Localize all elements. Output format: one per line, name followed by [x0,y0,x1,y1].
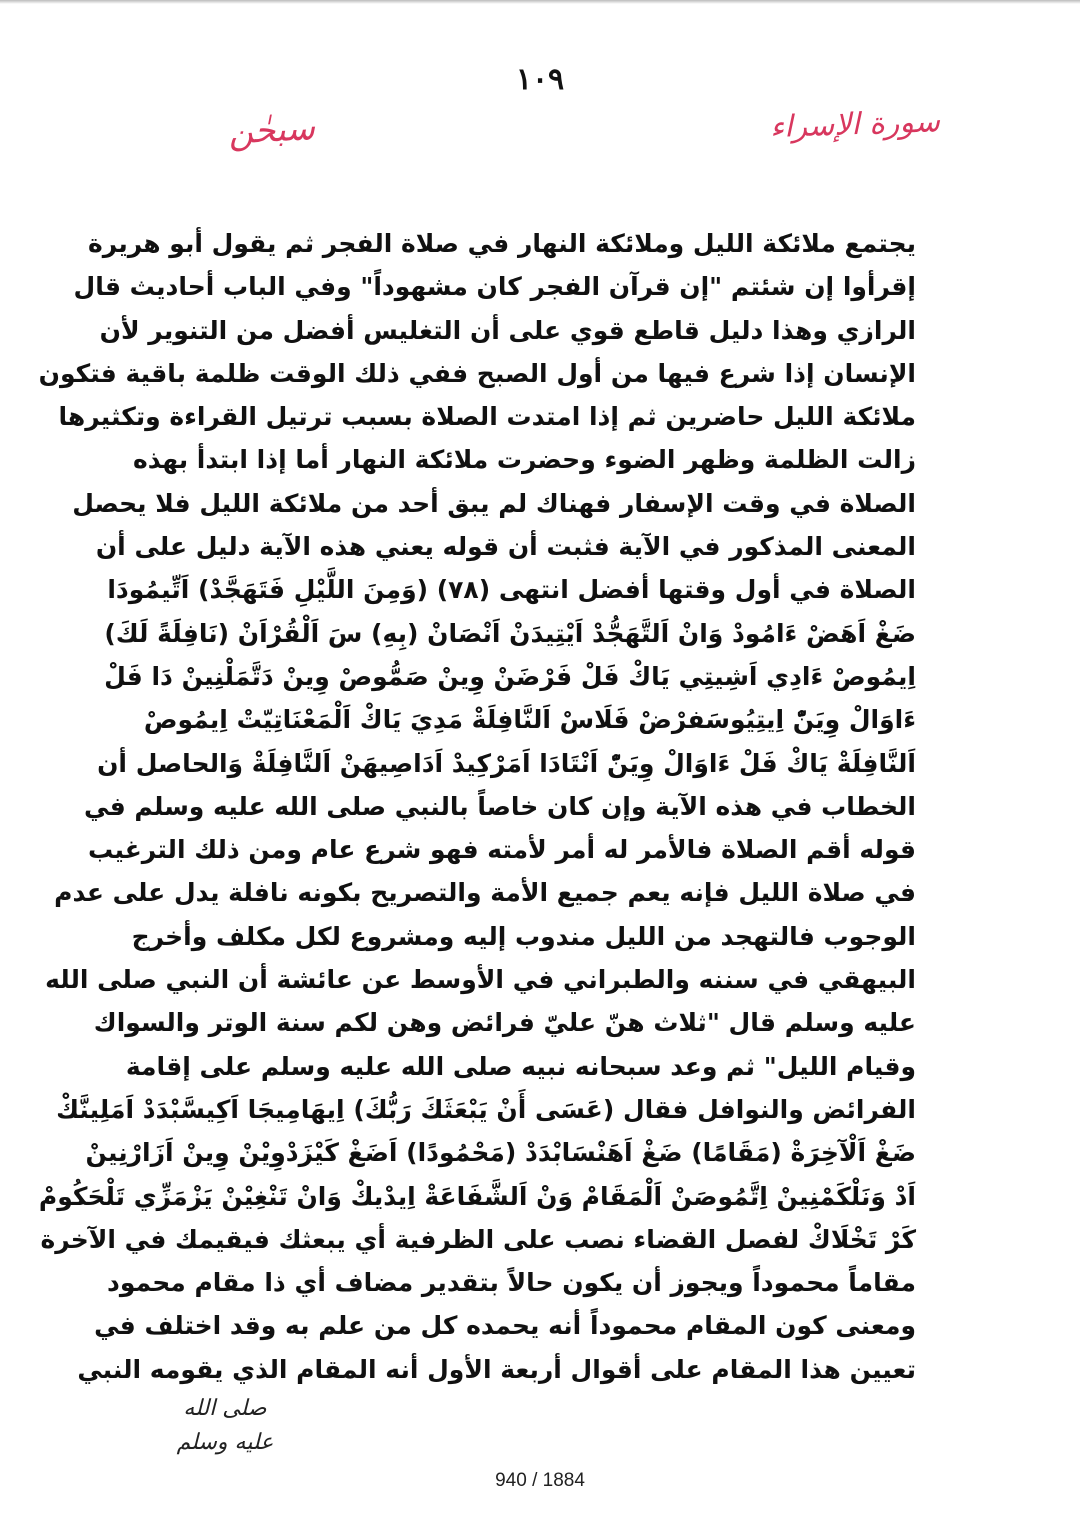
page-number: ١٠٩ [515,62,565,97]
text-line: ملائكة الليل حاضرين ثم إذا امتدت الصلاة بسبب ترتيل القراءة وتكثيرها [58,402,916,432]
text-line: الوجوب فالتهجد من الليل مندوب إليه ومشروع لكل مكلف وأخرج [131,921,916,951]
text-line: الرازي وهذا دليل قاطع قوي على أن التغليس أفضل من التنوير لأن [99,315,916,345]
text-line: وقيام الليل" ثم وعد سبحانه نبيه صلى الله عليه وسلم على إقامة [125,1051,916,1081]
text-line: في صلاة الليل فإنه يعم جميع الأمة والتصريح بكونه نافلة يدل على عدم [54,878,916,908]
body-text [38,222,916,1391]
text-line: اِيمُوصْ ءَادِي اَشِيتِي يَاكْ فَلْ فَرْضَنْ وِينْ صَمُّوصْ وِينْ دَتَّمَلْنِينْ دَا فَلْ [104,661,916,691]
handwritten-signature [150,1392,300,1460]
text-line: إقرأوا إن شئتم "إن قرآن الفجر كان مشهوداً" وفي الباب أحاديث قال [73,272,916,302]
text-line: زالت الظلمة وظهر الضوء وحضرت ملائكة النهار أما إذا ابتدأ بهذه [133,445,916,475]
text-line: الصلاة في وقت الإسفار فهناك لم يبق أحد من ملائكة الليل فلا يحصل [72,488,916,518]
text-line: المعنى المذكور في الآية فثبت أن قوله يعني هذه الآية دليل على أن [95,532,916,562]
text-line: يجتمع ملائكة الليل وملائكة النهار في صلاة الفجر ثم يقول أبو هريرة [88,229,916,258]
text-line: تعيين هذا المقام على أقوال أربعة الأول أنه المقام الذي يقومه النبي [77,1354,916,1384]
signature-line: عليه وسلم [176,1430,274,1455]
text-line: ضَغْ اَهَضْ ءَامُودْ وَانْ اَلتَّهَجُّدْ اَيْتِيدَنْ اَنْصَانْ (بِهِ) سَ اَلْقُرْاَنْ (نَافِلَةً لَكَ) [104,618,916,648]
text-line: الخطاب في هذه الآية وإن كان خاصاً بالنبي صلى الله عليه وسلم في [84,791,916,821]
text-line: ضَغْ اَلْآخِرَةْ (مَقَامًا) ضَغْ اَهَنْسَابْدَدْ (مَحْمُودًا) اَضَغْ كَيْزَدْوِيْنْ وِينْ اَزَارْنِينْ [85,1138,916,1168]
scan-edge [0,0,1080,4]
text-line: مقاماً محموداً ويجوز أن يكون حالاً بتقدير مضاف أي ذا مقام محمود [107,1268,916,1298]
text-line: ومعنى كون المقام محموداً أنه يحمده كل من علم به وقد اختلف في [94,1311,916,1341]
text-line: قوله أقم الصلاة فالأمر له أمر لأمته فهو شرع عام ومن ذلك الترغيب [88,835,916,865]
handwritten-note-left: سبحٰن [227,108,316,153]
text-line: ءَاوَالْ وِيَنّْ اِيتِيُوسَفرْضْ فَلَاسْ اَلنَّافِلَةْ مَدِيَ يَاكْ اَلْمَعْنَاتِيّتْ اِيمُوصْ [143,705,916,735]
signature-line: صلى الله [183,1396,267,1421]
text-line: كَرْ تَخْلَاكْ لفصل القضاء نصب على الظرفية أي يبعثك فيقيمك في الآخرة [40,1224,916,1254]
text-line: اَلنَّافِلَةْ يَاكْ فَلْ ءَاوَالْ وِيَنّْ اَنْتَادَا اَمَرْكِيدْ اَدَاصِيهَنْ اَلنَّافِلَةْ وَالحاصل أن [97,748,916,778]
page-counter: 940 / 1884 [495,1470,585,1491]
text-line: البيهقي في سننه والطبراني في الأوسط عن عائشة أن النبي صلى الله [45,965,916,995]
text-line: الإنسان إذا شرع فيها من أول الصبح ففي ذلك الوقت ظلمة باقية فتكون [38,358,916,388]
handwritten-surah-name: سورة الإسراء [769,104,941,146]
text-line: اَدْ وَنَلْكَمْنِينْ اِتَّمُوصَنْ اَلْمَقَامْ وَنْ اَلشَّفَاعَةْ اِيدْيكْ وَانْ تَنْغِيْنْ يَزْمَزِّي تَلْحَكُومْ [38,1181,916,1211]
text-line: الصلاة في أول وقتها أفضل انتهى (٧٨) (وَمِنَ اللَّيْلِ فَتَهَجَّدْ) اَتِّيمُودَا [107,575,916,605]
text-line: الفرائض والنوافل فقال (عَسَى أَنْ يَبْعَثَكَ رَبُّكَ) اِيهَامِيجَا اَكِيسَّبْدَدْ اَمَلِينَّكْ [56,1094,916,1124]
text-line: عليه وسلم قال "ثلاث هنّ عليّ فرائض وهن لكم سنة الوتر والسواك [93,1008,916,1038]
